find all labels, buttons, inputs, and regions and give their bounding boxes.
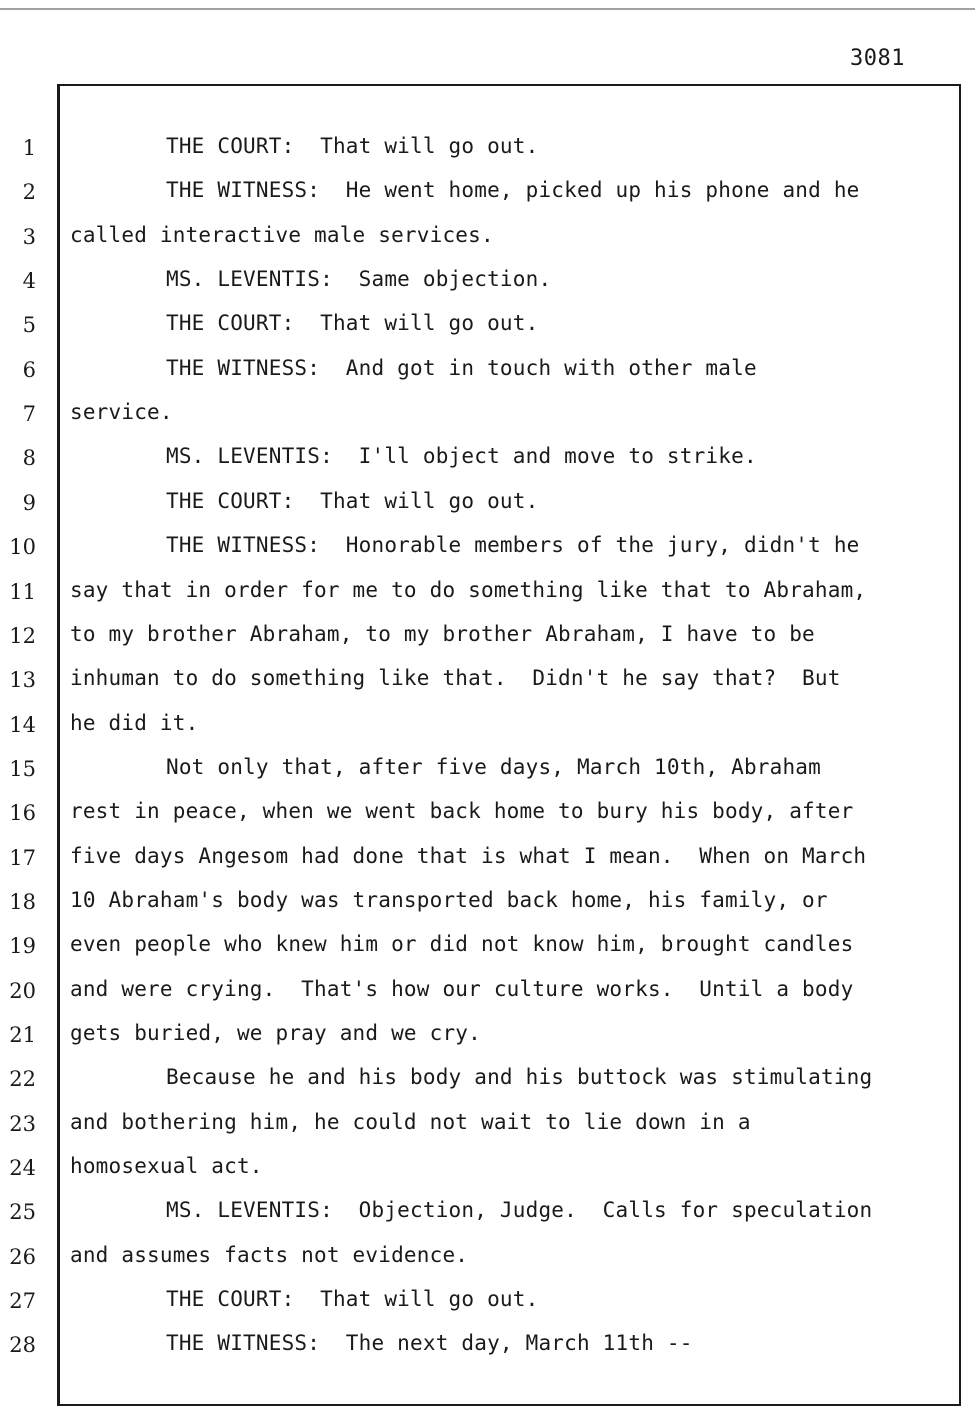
transcript-line: THE WITNESS: And got in touch with other male — [166, 356, 757, 380]
transcript-line: called interactive male services. — [70, 223, 494, 247]
line-number: 23 — [9, 1112, 36, 1136]
line-number: 1 — [22, 136, 36, 160]
transcript-line: say that in order for me to do something like that to Abraham, — [70, 578, 867, 602]
line-number: 9 — [22, 491, 36, 515]
line-number: 12 — [9, 624, 36, 648]
line-number: 25 — [9, 1200, 36, 1224]
line-number: 16 — [9, 801, 36, 825]
transcript-line: gets buried, we pray and we cry. — [70, 1021, 481, 1045]
transcript-line: THE COURT: That will go out. — [166, 311, 539, 335]
transcript-line: even people who knew him or did not know him, brought candles — [70, 932, 854, 956]
top-rule — [0, 8, 975, 10]
line-number: 5 — [22, 313, 36, 337]
line-number: 28 — [9, 1333, 36, 1357]
transcript-line: THE WITNESS: Honorable members of the jury, didn't he — [166, 533, 860, 557]
line-number: 6 — [22, 358, 36, 382]
transcript-line: to my brother Abraham, to my brother Abraham, I have to be — [70, 622, 815, 646]
transcript-line: THE COURT: That will go out. — [166, 489, 539, 513]
transcript-line: MS. LEVENTIS: Objection, Judge. Calls for speculation — [166, 1198, 873, 1222]
transcript-line: inhuman to do something like that. Didn't he say that? But — [70, 666, 841, 690]
transcript-line: THE WITNESS: The next day, March 11th -- — [166, 1331, 693, 1355]
transcript-line: and were crying. That's how our culture works. Until a body — [70, 977, 854, 1001]
transcript-line: homosexual act. — [70, 1154, 263, 1178]
transcript-line: and assumes facts not evidence. — [70, 1243, 469, 1267]
line-number: 7 — [22, 402, 36, 426]
line-number: 13 — [9, 668, 36, 692]
line-number: 8 — [22, 446, 36, 470]
transcript-line: service. — [70, 400, 173, 424]
line-number: 18 — [9, 890, 36, 914]
transcript-line: 10 Abraham's body was transported back home, his family, or — [70, 888, 828, 912]
transcript-line: MS. LEVENTIS: I'll object and move to strike. — [166, 444, 757, 468]
line-number: 3 — [22, 225, 36, 249]
transcript-line: rest in peace, when we went back home to bury his body, after — [70, 799, 854, 823]
transcript-line: Not only that, after five days, March 10th, Abraham — [166, 755, 821, 779]
transcript-line: THE WITNESS: He went home, picked up his phone and he — [166, 178, 860, 202]
line-number: 15 — [9, 757, 36, 781]
line-number: 11 — [9, 580, 36, 604]
line-number: 27 — [9, 1289, 36, 1313]
transcript-line: MS. LEVENTIS: Same objection. — [166, 267, 552, 291]
transcript-line: five days Angesom had done that is what I mean. When on March — [70, 844, 867, 868]
line-number: 19 — [9, 934, 36, 958]
line-number: 22 — [9, 1067, 36, 1091]
transcript-line: THE COURT: That will go out. — [166, 134, 539, 158]
line-number: 17 — [9, 846, 36, 870]
line-number: 10 — [9, 535, 36, 559]
line-number: 21 — [9, 1023, 36, 1047]
line-number: 24 — [9, 1156, 36, 1180]
line-number: 14 — [9, 713, 36, 737]
line-number: 2 — [22, 180, 36, 204]
line-number: 26 — [9, 1245, 36, 1269]
line-number: 4 — [22, 269, 36, 293]
transcript-line: and bothering him, he could not wait to lie down in a — [70, 1110, 751, 1134]
transcript-line: Because he and his body and his buttock was stimulating — [166, 1065, 873, 1089]
page-number: 3081 — [850, 46, 905, 71]
transcript-line: THE COURT: That will go out. — [166, 1287, 539, 1311]
transcript-line: he did it. — [70, 711, 199, 735]
line-number: 20 — [9, 979, 36, 1003]
